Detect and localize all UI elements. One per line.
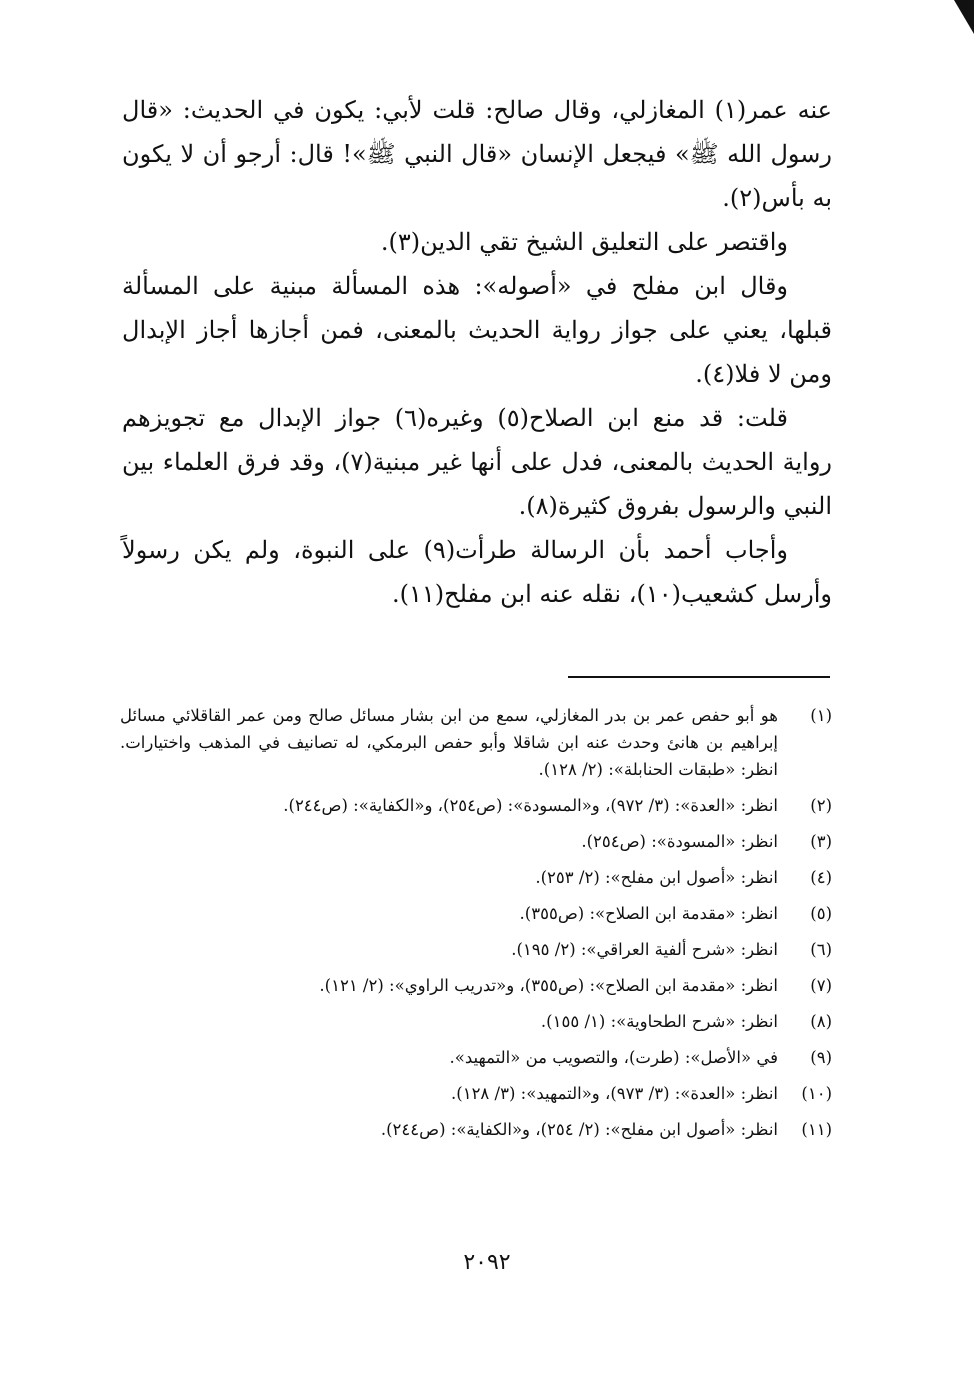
body-paragraph: واقتصر على التعليق الشيخ تقي الدين(٣). bbox=[380, 228, 788, 256]
footnote-text: انظر: «مقدمة ابن الصلاح»: (ص٣٥٥). bbox=[519, 904, 778, 923]
footnote-text: انظر: «مقدمة ابن الصلاح»: (ص٣٥٥)، و«تدريب الراوي»: (٢/ ١٢١). bbox=[319, 976, 778, 995]
page-number: ٢٠٩٢ bbox=[463, 1250, 511, 1275]
footnote-number: (١١) bbox=[801, 1120, 832, 1139]
footnote-number: (٥) bbox=[810, 904, 832, 923]
footnote-number: (٧) bbox=[810, 976, 832, 995]
footnote-item bbox=[120, 1116, 832, 1143]
footnote-text: انظر: «شرح الطحاوية»: (١/ ١٥٥). bbox=[540, 1012, 778, 1031]
footnote-text: انظر: «العدة»: (٣/ ٩٧٣)، و«التمهيد»: (٣/ ١٢٨). bbox=[451, 1084, 778, 1103]
footnote-item bbox=[120, 936, 832, 963]
footnote-item bbox=[120, 1080, 832, 1107]
footnote-item bbox=[120, 900, 832, 927]
footnote-divider bbox=[568, 676, 830, 678]
page-corner-mark bbox=[954, 0, 974, 34]
footnote-text: في «الأصل»: (طرت)، والتصويب من «التمهيد». bbox=[449, 1048, 778, 1067]
footnote-item bbox=[120, 1008, 832, 1035]
footnote-item bbox=[120, 1044, 832, 1071]
main-text bbox=[122, 88, 832, 616]
body-paragraph: عنه عمر(١) المغازلي، وقال صالح: قلت لأبي: يكون في الحديث: «قال رسول الله ﷺ» فيجعل الإنسان «قال النبي ﷺ»! قال: أرجو أن لا يكون به بأس(٢). bbox=[122, 96, 833, 212]
footnote-item bbox=[120, 972, 832, 999]
footnotes-list bbox=[120, 702, 832, 1152]
footnote-number: (٤) bbox=[810, 868, 832, 887]
footnote-text: انظر: «المسودة»: (ص٢٥٤). bbox=[581, 832, 778, 851]
footnote-item bbox=[120, 864, 832, 891]
footnote-number: (٨) bbox=[810, 1012, 832, 1031]
body-paragraph: وأجاب أحمد بأن الرسالة طرأت(٩) على النبوة، ولم يكن رسولاً وأرسل كشعيب(١٠)، نقله عنه ابن مفلح(١١). bbox=[122, 536, 832, 608]
footnote-text: انظر: «العدة»: (٣/ ٩٧٢)، و«المسودة»: (ص٢٥٤)، و«الكفاية»: (ص٢٤٤). bbox=[283, 796, 778, 815]
footnote-text: انظر: «شرح ألفية العراقي»: (٢/ ١٩٥). bbox=[511, 940, 778, 959]
footnote-item bbox=[120, 828, 832, 855]
footnote-number: (٣) bbox=[810, 832, 832, 851]
footnote-number: (١) bbox=[810, 706, 832, 725]
footnote-text: هو أبو حفص عمر بن بدر المغازلي، سمع من ابن بشار مسائل صالح ومن عمر القاقلائي مسائل إبراهيم بن هانئ وحدث عنه ابن شاقلا وأبو حفص البرمكي، له تصانيف في المذهب واختيارات. انظر: «طبقات الحنابلة»: (٢/ ١٢٨). bbox=[120, 706, 778, 779]
footnote-number: (٦) bbox=[810, 940, 832, 959]
footnote-number: (٩) bbox=[810, 1048, 832, 1067]
footnote-item bbox=[120, 792, 832, 819]
body-paragraph: قلت: قد منع ابن الصلاح(٥) وغيره(٦) جواز الإبدال مع تجويزهم رواية الحديث بالمعنى، فدل على أنها غير مبنية(٧)، وقد فرق العلماء بين النبي والرسول بفروق كثيرة(٨). bbox=[122, 404, 832, 520]
body-paragraph: وقال ابن مفلح في «أصوله»: هذه المسألة مبنية على المسألة قبلها، يعني على جواز رواية الحديث بالمعنى، فمن أجازها أجاز الإبدال ومن لا فلا(٤). bbox=[122, 272, 832, 388]
footnote-number: (١٠) bbox=[801, 1084, 832, 1103]
footnote-item bbox=[120, 702, 832, 783]
footnote-text: انظر: «أصول ابن مفلح»: (٢/ ٢٥٣). bbox=[535, 868, 778, 887]
footnote-text: انظر: «أصول ابن مفلح»: (٢/ ٢٥٤)، و«الكفاية»: (ص٢٤٤). bbox=[380, 1120, 778, 1139]
footnote-number: (٢) bbox=[810, 796, 832, 815]
